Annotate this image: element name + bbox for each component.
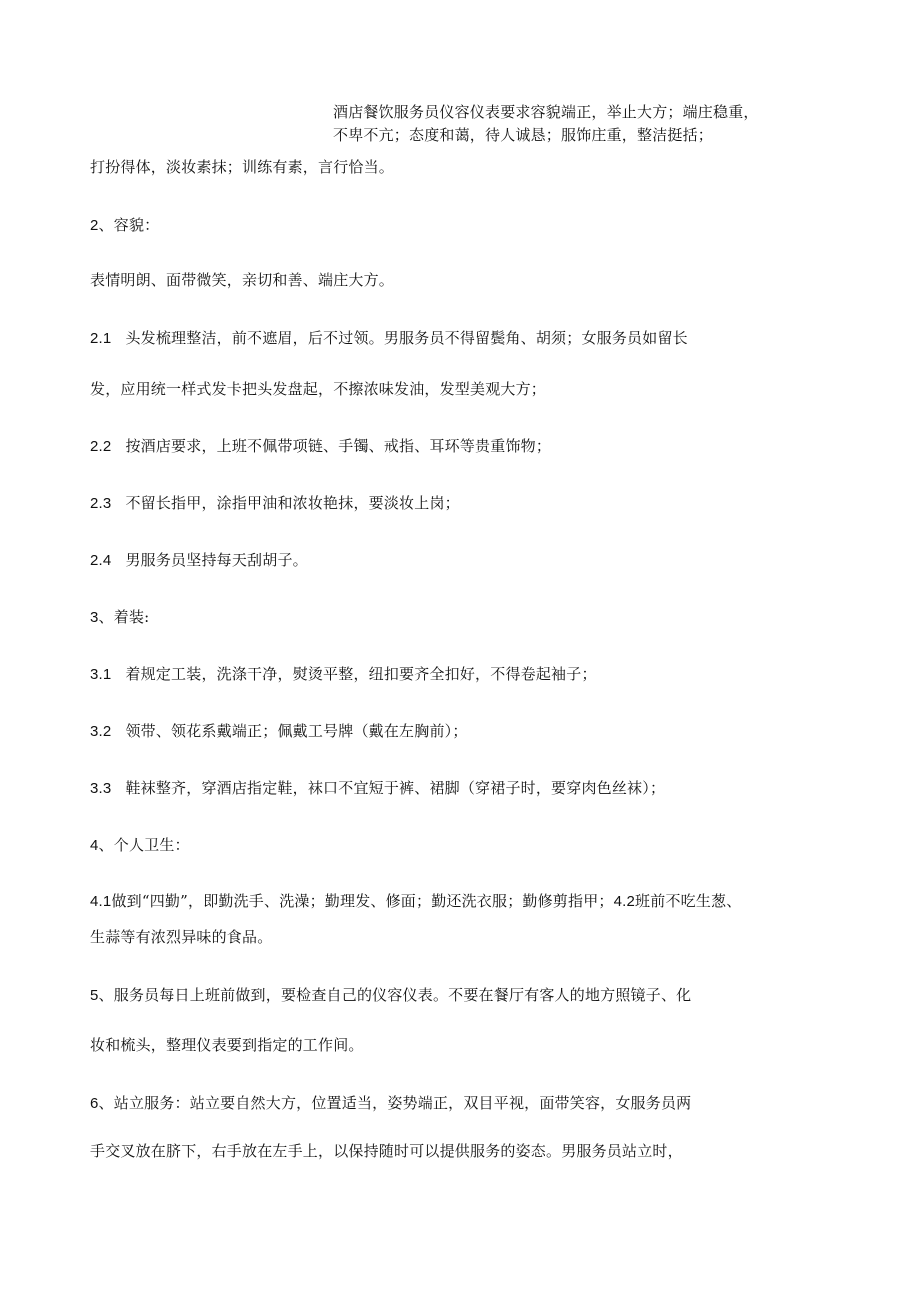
item-3-3-number: 3.3 <box>90 780 112 797</box>
intro-line-3: 打扮得体，淡妆素抹；训练有素，言行恰当。 <box>90 158 395 176</box>
section-2-title: 、容貌： <box>98 216 160 234</box>
item-2-1-line-2: 发，应用统一样式发卡把头发盘起，不擦浓味发油，发型美观大方； <box>90 380 547 398</box>
item-3-1-text: 着规定工装，洗涤干净，熨烫平整，纽扣要齐全扣好，不得卷起袖子； <box>125 665 597 683</box>
item-3-3-text: 鞋袜整齐，穿酒店指定鞋，袜口不宜短于裤、裙脚（穿裙子时，要穿肉色丝袜）； <box>125 779 666 797</box>
item-2-2-text: 按酒店要求，上班不佩带项链、手镯、戒指、耳环等贵重饰物； <box>125 437 552 455</box>
item-4-1-text: 做到“四勤”，即勤洗手、洗澡；勤理发、修面；勤还洗衣服；勤修剪指甲； <box>111 892 614 910</box>
item-2-3 <box>90 493 460 514</box>
section-4-number: 4 <box>90 837 99 854</box>
section-6-line-2: 手交叉放在脐下，右手放在左手上，以保持随时可以提供服务的姿态。男服务员站立时， <box>90 1142 683 1160</box>
section-5-number: 5 <box>90 987 99 1004</box>
section-2-number: 2 <box>90 217 99 234</box>
item-2-1-line-1 <box>90 328 688 349</box>
item-4-2-text: 班前不吃生葱、 <box>635 892 742 910</box>
section-5-text-a: 、服务员每日上班前做到，要检查自己的仪容仪表。不要在餐厅有客人的地方照镜子、化 <box>98 986 692 1004</box>
item-2-4-text: 男服务员坚持每天刮胡子。 <box>125 551 308 569</box>
section-6-text-a: 、站立服务：站立要自然大方，位置适当，姿势端正，双目平视，面带笑容，女服务员两 <box>98 1094 692 1112</box>
item-2-2-number: 2.2 <box>90 438 112 455</box>
item-3-1 <box>90 664 597 685</box>
section-4-title: 、个人卫生： <box>98 836 190 854</box>
item-2-3-text: 不留长指甲，涂指甲油和浓妆艳抹，要淡妆上岗； <box>125 494 460 512</box>
item-4-line-1 <box>90 891 741 912</box>
item-3-3 <box>90 778 665 799</box>
item-2-4 <box>90 550 308 571</box>
item-3-1-number: 3.1 <box>90 666 112 683</box>
item-2-2 <box>90 436 551 457</box>
section-6-line-1 <box>90 1093 691 1114</box>
section-3-number: 3 <box>90 609 99 626</box>
intro-line-1: 酒店餐饮服务员仪容仪表要求容貌端正，举止大方；端庄稳重， <box>333 103 759 121</box>
item-4-2-number: 4.2 <box>613 893 636 910</box>
intro-line-2: 不卑不亢；态度和蔼，待人诚恳；服饰庄重，整洁挺括； <box>333 126 714 144</box>
item-2-1-text-a: 头发梳理整洁，前不遮眉，后不过领。男服务员不得留鬓角、胡须；女服务员如留长 <box>125 329 688 347</box>
section-5-line-2: 妆和梳头，整理仪表要到指定的工作间。 <box>90 1036 364 1054</box>
section-6-number: 6 <box>90 1095 99 1112</box>
item-3-2-text: 领带、领花系戴端正；佩戴工号牌（戴在左胸前）； <box>125 722 468 740</box>
section-4-heading <box>90 835 190 856</box>
section-3-heading <box>90 607 149 628</box>
section-2-heading <box>90 215 159 236</box>
item-3-2 <box>90 721 468 742</box>
section-5-line-1 <box>90 985 691 1006</box>
item-2-3-number: 2.3 <box>90 495 112 512</box>
section-2-description: 表情明朗、面带微笑，亲切和善、端庄大方。 <box>90 271 395 289</box>
section-3-title: 、着装: <box>98 608 150 626</box>
item-4-1-number: 4.1 <box>90 893 112 910</box>
item-2-1-number: 2.1 <box>90 330 112 347</box>
item-4-line-2: 生蒜等有浓烈异味的食品。 <box>90 928 273 946</box>
item-3-2-number: 3.2 <box>90 723 112 740</box>
item-2-4-number: 2.4 <box>90 552 112 569</box>
